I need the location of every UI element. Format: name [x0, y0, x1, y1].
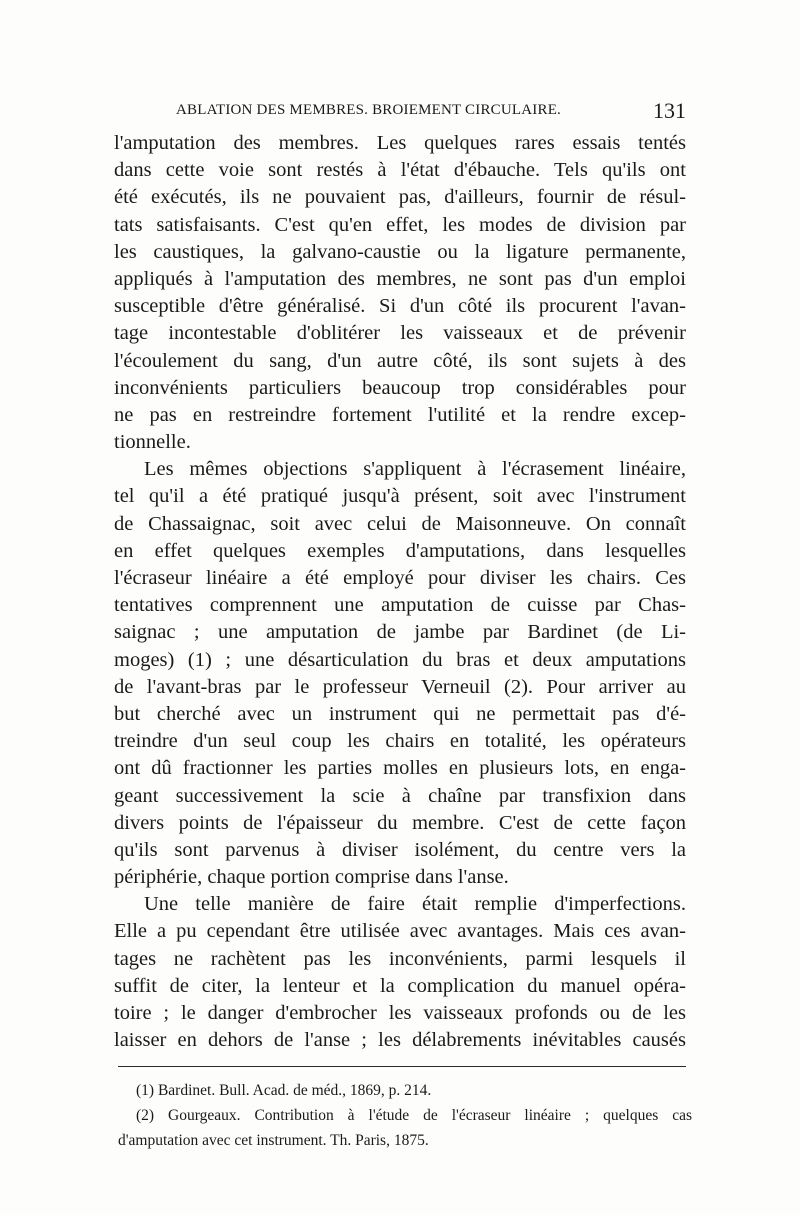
text-line: tats satisfaisants. C'est qu'en effet, les modes de division par	[114, 213, 686, 236]
text-line: tage incontestable d'oblitérer les vaisseaux et de prévenir	[114, 322, 686, 345]
text-line: l'écoulement du sang, d'un autre côté, ils sont sujets à des	[114, 349, 686, 372]
text-line: qu'ils sont parvenus à diviser isolément, du centre vers la	[114, 838, 686, 861]
footnote-1: (1) Bardinet. Bull. Acad. de méd., 1869, p. 214.	[136, 1082, 432, 1099]
text-line: de l'avant-bras par le professeur Verneuil (2). Pour arriver au	[114, 675, 686, 698]
text-line: tentatives comprennent une amputation de cuisse par Chas-	[114, 594, 686, 617]
text-line: ne pas en restreindre fortement l'utilité et la rendre excep-	[114, 403, 686, 426]
text-line: en effet quelques exemples d'amputations, dans lesquelles	[114, 539, 686, 562]
footnotes	[118, 1078, 692, 1153]
text-line: tages ne rachètent pas les inconvénients, parmi lesquels il	[114, 947, 686, 970]
text-line: tel qu'il a été pratiqué jusqu'à présent, soit avec l'instrument	[114, 485, 686, 508]
text-line: inconvénients particuliers beaucoup trop considérables pour	[114, 376, 686, 399]
text-line: de Chassaignac, soit avec celui de Maisonneuve. On connaît	[114, 512, 686, 535]
text-line: appliqués à l'amputation des membres, ne sont pas d'un emploi	[114, 267, 686, 290]
running-head	[176, 100, 686, 124]
text-line: geant successivement la scie à chaîne par transfixion dans	[114, 784, 686, 807]
body-text	[114, 130, 686, 1054]
footnote-divider	[118, 1066, 686, 1067]
page-number: 131	[653, 98, 686, 123]
text-line: l'écraseur linéaire a été employé pour diviser les chairs. Ces	[114, 567, 686, 589]
text-line: treindre d'un seul coup les chairs en totalité, les opérateurs	[114, 730, 686, 753]
text-line: dans cette voie sont restés à l'état d'ébauche. Tels qu'ils ont	[114, 159, 686, 182]
text-line: périphérie, chaque portion comprise dans l'anse.	[114, 866, 509, 889]
text-line: Une telle manière de faire était remplie d'imperfections.	[144, 893, 686, 916]
text-line: tionnelle.	[114, 431, 191, 454]
text-line: susceptible d'être généralisé. Si d'un côté ils procurent l'avan-	[114, 295, 686, 318]
text-line: divers points de l'épaisseur du membre. C'est de cette façon	[114, 811, 686, 834]
text-line: été exécutés, ils ne pouvaient pas, d'ailleurs, fournir de résul-	[114, 186, 686, 209]
text-line: moges) (1) ; une désarticulation du bras et deux amputations	[114, 648, 686, 671]
text-line: suffit de citer, la lenteur et la complication du manuel opéra-	[114, 974, 686, 997]
running-title: ABLATION DES MEMBRES. BROIEMENT CIRCULAIRE.	[176, 102, 562, 118]
footnote-2-continued: d'amputation avec cet instrument. Th. Paris, 1875.	[118, 1132, 429, 1149]
text-line: but cherché avec un instrument qui ne permettait pas d'é-	[114, 702, 686, 725]
text-line: l'amputation des membres. Les quelques rares essais tentés	[114, 132, 686, 154]
text-line: toire ; le danger d'embrocher les vaisseaux profonds ou de les	[114, 1002, 686, 1024]
text-line: saignac ; une amputation de jambe par Bardinet (de Li-	[114, 621, 686, 644]
text-line: les caustiques, la galvano-caustie ou la ligature permanente,	[114, 240, 686, 263]
footnote-2: (2) Gourgeaux. Contribution à l'étude de l'écraseur linéaire ; quelques cas	[136, 1107, 692, 1124]
text-line: laisser en dehors de l'anse ; les délabrements inévitables causés	[114, 1029, 686, 1052]
text-line: ont dû fractionner les parties molles en plusieurs lots, en enga-	[114, 757, 686, 780]
text-line: Les mêmes objections s'appliquent à l'écrasement linéaire,	[144, 458, 686, 481]
text-line: Elle a pu cependant être utilisée avec avantages. Mais ces avan-	[114, 920, 686, 943]
